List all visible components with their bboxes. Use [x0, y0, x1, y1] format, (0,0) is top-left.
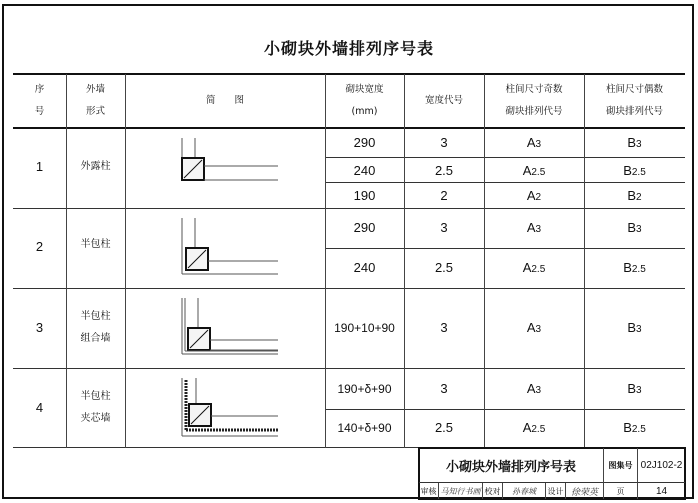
even-sub: 3 — [636, 139, 642, 150]
even-letter: B — [627, 380, 637, 396]
row-1c-even — [584, 183, 685, 208]
row-4b-odd — [484, 409, 584, 447]
even-letter: B — [623, 260, 632, 275]
even-sub: 2.5 — [631, 264, 646, 275]
odd-letter: A — [526, 380, 536, 396]
review-signature: 马知行书画 — [440, 486, 481, 496]
even-letter: B — [623, 162, 632, 178]
row-2b-odd — [484, 248, 584, 288]
odd-letter: A — [522, 162, 532, 178]
odd-sub: 3 — [535, 224, 542, 235]
design-signature: 徐荣英 — [570, 487, 598, 498]
odd-letter: A — [526, 220, 536, 235]
row-3-even — [584, 288, 685, 368]
header-block-width — [325, 74, 404, 127]
row-2a-odd — [484, 208, 584, 248]
page-title: 小砌块外墙排列序号表 — [263, 39, 434, 58]
even-letter: B — [627, 187, 637, 203]
even-sub: 3 — [636, 384, 642, 396]
row-3-form-line2: 组合墙 — [80, 333, 111, 344]
row-1b-code: 2.5 — [434, 162, 454, 178]
header-even — [584, 74, 685, 127]
row-1-seq: 1 — [35, 159, 44, 174]
odd-sub: 2.5 — [531, 264, 546, 275]
odd-sub: 2.5 — [531, 424, 546, 435]
check-label: 校对 — [484, 486, 501, 496]
atlas-number: 02J102-2 — [640, 460, 683, 471]
row-4b-even — [584, 409, 685, 447]
odd-sub: 3 — [535, 324, 542, 335]
row-4-seq: 4 — [35, 400, 44, 415]
odd-letter: A — [526, 135, 536, 150]
row-2-form: 半包柱 — [80, 239, 111, 250]
row-1c-odd — [484, 183, 584, 208]
row-4-form-line2: 夹芯墙 — [80, 413, 111, 424]
odd-letter: A — [522, 420, 532, 435]
row-3-code: 3 — [440, 320, 448, 335]
row-1b-width: 240 — [353, 162, 376, 178]
header-odd-line2: 砌块排列代号 — [505, 105, 563, 117]
odd-letter: A — [526, 320, 536, 335]
odd-sub: 2 — [535, 191, 542, 203]
odd-sub: 3 — [535, 384, 542, 396]
header-block-width-line1: 砌块宽度 — [345, 83, 384, 95]
row-2b-width: 240 — [353, 260, 376, 275]
page-number: 14 — [655, 485, 668, 497]
header-wall-form-line1: 外墙 — [85, 83, 105, 95]
row-3-form — [66, 288, 125, 368]
header-wall-form-line2: 形式 — [85, 105, 105, 117]
row-4a-even — [584, 368, 685, 409]
header-even-line2: 砌块排列代号 — [605, 105, 663, 117]
row-2b-code: 2.5 — [434, 260, 454, 275]
header-seq-line1: 序 — [34, 83, 45, 95]
row-1a-even — [584, 128, 685, 158]
odd-letter: A — [522, 260, 532, 275]
row-1a-odd — [484, 128, 584, 158]
header-odd — [484, 74, 584, 127]
even-sub: 2.5 — [631, 424, 646, 435]
even-letter: B — [623, 420, 632, 435]
header-width-code: 宽度代号 — [424, 94, 463, 106]
row-1a-width: 290 — [353, 135, 376, 150]
even-letter: B — [627, 220, 637, 235]
row-4a-width: 190+δ+90 — [337, 381, 392, 396]
even-sub: 2.5 — [631, 166, 646, 178]
header-diagram: 简 图 — [205, 94, 244, 106]
review-label: 审核 — [420, 486, 437, 496]
row-2a-code: 3 — [440, 220, 448, 235]
even-letter: B — [627, 320, 637, 335]
row-1-form: 外露柱 — [80, 161, 111, 172]
composite-wall-diagram-icon — [180, 298, 280, 360]
row-4a-odd — [484, 368, 584, 409]
half-wrapped-column-diagram-icon — [180, 218, 280, 280]
atlas-label: 图集号 — [608, 461, 633, 470]
even-sub: 3 — [636, 224, 642, 235]
page-label: 页 — [616, 486, 625, 496]
title-block-title: 小砌块外墙排列序号表 — [445, 460, 576, 475]
row-1c-width: 190 — [353, 187, 376, 203]
even-sub: 2 — [636, 191, 642, 203]
row-1a-code: 3 — [440, 135, 448, 150]
header-even-line1: 柱间尺寸偶数 — [605, 83, 663, 95]
design-label: 设计 — [547, 486, 564, 496]
row-2b-even — [584, 248, 685, 288]
row-4b-width: 140+δ+90 — [337, 421, 392, 435]
row-3-width: 190+10+90 — [334, 321, 395, 335]
header-odd-line1: 柱间尺寸奇数 — [505, 83, 563, 95]
odd-sub: 2.5 — [531, 166, 546, 178]
row-4b-code: 2.5 — [434, 420, 454, 435]
row-3-form-line1: 半包柱 — [80, 311, 111, 322]
row-3-odd — [484, 288, 584, 368]
exposed-column-diagram-icon — [180, 138, 280, 200]
header-wall-form — [66, 74, 125, 127]
row-4a-code: 3 — [440, 380, 448, 396]
sandwich-wall-diagram-icon — [180, 378, 280, 440]
row-4-form — [66, 368, 125, 448]
header-seq — [13, 74, 66, 127]
even-letter: B — [627, 135, 637, 150]
row-3-seq: 3 — [35, 320, 44, 335]
odd-letter: A — [526, 187, 536, 203]
even-sub: 3 — [636, 324, 642, 335]
header-block-width-unit: (mm) — [351, 105, 378, 117]
row-2a-width: 290 — [353, 220, 376, 235]
row-4-form-line1: 半包柱 — [80, 391, 111, 402]
row-1c-code: 2 — [440, 187, 448, 203]
odd-sub: 3 — [535, 139, 542, 150]
col-divider — [125, 74, 126, 448]
row-1b-odd — [484, 158, 584, 183]
header-seq-line2: 号 — [34, 105, 45, 117]
row-2-seq: 2 — [35, 239, 44, 254]
row-1b-even — [584, 158, 685, 183]
check-signature: 孙春城 — [512, 486, 536, 496]
row-2a-even — [584, 208, 685, 248]
